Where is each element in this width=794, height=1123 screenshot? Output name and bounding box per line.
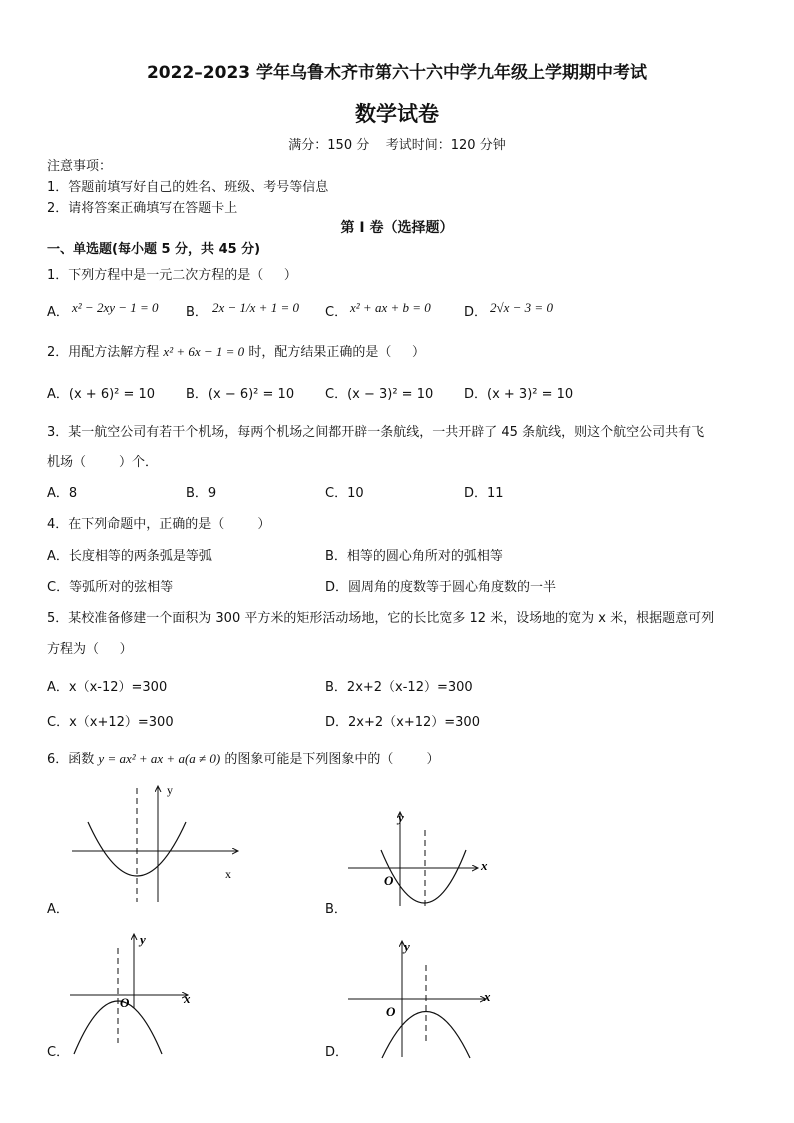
notes-heading: 注意事项：: [47, 159, 113, 174]
q1-option-a-label: A．: [47, 305, 69, 320]
exam-meta: 满分：150 分 考试时间：120 分钟: [288, 138, 506, 153]
question-3-stem-line1: 3．某一航空公司有若干个机场，每两个机场之间都开辟一条航线，一共开辟了 45 条航线，则这个航空公司共有飞: [47, 425, 705, 440]
q2-stem-suffix: 时，配方结果正确的是（ ）: [248, 345, 425, 360]
q3-option-b: B．9: [186, 486, 217, 501]
x-axis-label: x: [225, 867, 231, 881]
q1-option-a-math: x² − 2xy − 1 = 0: [72, 300, 159, 315]
question-3-stem-line2: 机场（ ）个．: [47, 455, 159, 470]
question-6-stem: [47, 748, 439, 767]
graph-d: [340, 935, 500, 1060]
origin-label: O: [386, 1004, 396, 1019]
q2-stem-math: x² + 6x − 1 = 0: [163, 344, 245, 359]
q4-option-a: A．长度相等的两条弧是等弧: [47, 549, 212, 564]
q5-option-d: D．2x+2（x+12）=300: [325, 715, 480, 730]
q2-option-d: D．(x + 3)² = 10: [464, 387, 574, 402]
parabola: [381, 850, 466, 903]
q3-option-c: C．10: [325, 486, 364, 501]
question-5-stem-line1: 5．某校准备修建一个面积为 300 平方米的矩形活动场地，它的长比宽多 12 米，设场地的宽为 x 米，根据题意可列: [47, 611, 715, 626]
y-axis-label: y: [167, 783, 173, 797]
exam-title: 2022–2023 学年乌鲁木齐市第六十六中学九年级上学期期中考试: [146, 63, 648, 83]
x-axis-label: x: [484, 989, 491, 1004]
y-axis-label: y: [398, 810, 404, 825]
graph-a: [60, 780, 260, 905]
q5-option-c: C．x（x+12）=300: [47, 715, 174, 730]
graph-c: [64, 928, 204, 1056]
q6-option-a-label: A．: [47, 902, 69, 917]
q1-option-c-math: x² + ax + b = 0: [350, 300, 431, 315]
x-axis-label: x: [184, 991, 191, 1006]
q4-option-b: B．相等的圆心角所对的弧相等: [325, 549, 503, 564]
origin-label: O: [120, 995, 130, 1010]
q6-stem-suffix: 的图象可能是下列图象中的（ ）: [224, 752, 440, 767]
q4-option-c: C．等弧所对的弦相等: [47, 580, 174, 595]
q2-option-c: C．(x − 3)² = 10: [325, 387, 434, 402]
q1-option-b-label: B．: [186, 305, 208, 320]
exam-subtitle: 数学试卷: [355, 102, 439, 126]
notes-item: 2．请将答案正确填写在答题卡上: [47, 201, 238, 216]
question-5-stem-line2: 方程为（ ）: [47, 642, 133, 657]
q3-option-a: A．8: [47, 486, 78, 501]
q5-option-b: B．2x+2（x-12）=300: [325, 680, 473, 695]
q5-option-a: A．x（x-12）=300: [47, 680, 168, 695]
graph-b: [340, 806, 500, 911]
part-title: 一、单选题(每小题 5 分，共 45 分): [47, 242, 261, 257]
q6-option-b-label: B．: [325, 902, 347, 917]
section-title: 第 I 卷（选择题）: [340, 220, 454, 236]
q6-option-d-label: D．: [325, 1045, 349, 1060]
q1-option-d-math: 2√x − 3 = 0: [490, 300, 553, 315]
q6-stem-prefix: 6．函数: [47, 752, 95, 767]
q1-option-c-label: C．: [325, 305, 348, 320]
q6-stem-math: y = ax² + ax + a(a ≠ 0): [98, 751, 221, 766]
question-1-stem: 1．下列方程中是一元二次方程的是（ ）: [47, 268, 297, 283]
question-4-stem: 4．在下列命题中，正确的是（ ）: [47, 517, 271, 532]
question-2-stem: [47, 341, 425, 360]
y-axis-label: y: [404, 939, 410, 954]
q6-option-c-label: C．: [47, 1045, 70, 1060]
q1-option-d-label: D．: [464, 305, 488, 320]
q2-option-b: B．(x − 6)² = 10: [186, 387, 295, 402]
origin-label: O: [384, 873, 394, 888]
q2-option-a: A．(x + 6)² = 10: [47, 387, 156, 402]
q3-option-d: D．11: [464, 486, 504, 501]
q2-stem-prefix: 2．用配方法解方程: [47, 345, 160, 360]
q1-option-b-math: 2x − 1/x + 1 = 0: [212, 300, 299, 315]
y-axis-label: y: [140, 932, 146, 947]
q4-option-d: D．圆周角的度数等于圆心角度数的一半: [325, 580, 557, 595]
x-axis-label: x: [481, 858, 488, 873]
notes-item: 1．答题前填写好自己的姓名、班级、考号等信息: [47, 180, 329, 195]
